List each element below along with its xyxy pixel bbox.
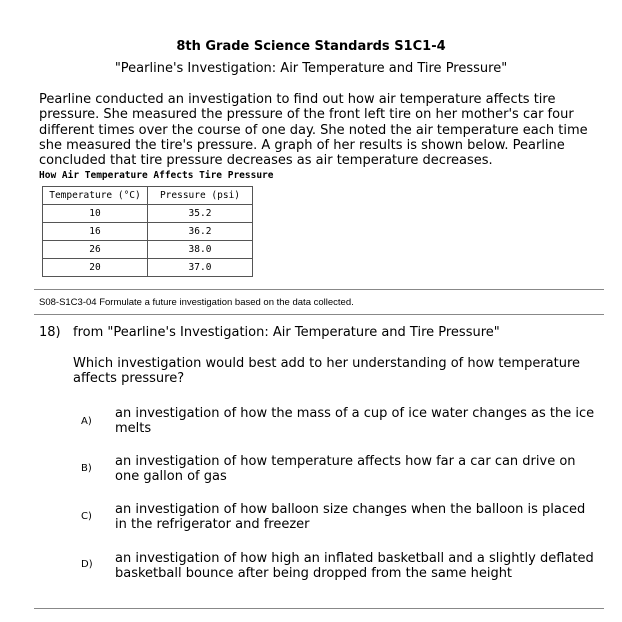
table-cell: 26: [43, 241, 148, 259]
passage-title: "Pearline's Investigation: Air Temperature and Tire Pressure": [114, 61, 508, 76]
choice-letter: B): [81, 463, 92, 474]
choice-letter: C): [81, 511, 92, 522]
standard-label: S08-S1C3-04 Formulate a future investigation based on the data collected.: [39, 297, 354, 308]
table-cell: 38.0: [148, 241, 253, 259]
passage-text: Pearline conducted an investigation to find out how air temperature affects tire pressure. She measured the pressure of the front left tire on her mother's car four different times over the course of one day. She noted the air temperature each time she measured the tire's pressure. A graph of her results is shown below. Pearline concluded that tire pressure decreases as air temperature decreases.: [39, 92, 588, 169]
choice-text: an investigation of how temperature affects how far a car can drive on one gallon of gas: [115, 454, 576, 485]
choice-text: an investigation of how high an inflated basketball and a slightly deflated basketball bounce after being dropped from the same height: [115, 551, 594, 582]
data-table: [42, 186, 253, 277]
table-cell: 37.0: [148, 259, 253, 277]
divider: [34, 289, 604, 290]
table-cell: 20: [43, 259, 148, 277]
table-cell: 35.2: [148, 205, 253, 223]
question-number: 18): [39, 325, 61, 340]
choice-letter: A): [81, 416, 92, 427]
divider: [34, 314, 604, 315]
divider: [34, 608, 604, 609]
table-row: [43, 223, 253, 241]
table-caption: How Air Temperature Affects Tire Pressure: [39, 170, 274, 181]
table-header-row: [43, 187, 253, 205]
table-header-pressure: Pressure (psi): [148, 187, 253, 205]
question-stem: Which investigation would best add to her understanding of how temperature affects pressure?: [73, 356, 581, 387]
choice-letter: D): [81, 559, 93, 570]
question-source: from "Pearline's Investigation: Air Temperature and Tire Pressure": [73, 325, 500, 340]
table-cell: 16: [43, 223, 148, 241]
choice-text: an investigation of how the mass of a cup of ice water changes as the ice melts: [115, 406, 595, 437]
table-row: [43, 241, 253, 259]
table-header-temperature: Temperature (°C): [43, 187, 148, 205]
table-cell: 36.2: [148, 223, 253, 241]
page-title: 8th Grade Science Standards S1C1-4: [176, 39, 446, 54]
table-row: [43, 259, 253, 277]
choice-text: an investigation of how balloon size changes when the balloon is placed in the refrigerator and freezer: [115, 502, 586, 533]
table-row: [43, 205, 253, 223]
table-cell: 10: [43, 205, 148, 223]
